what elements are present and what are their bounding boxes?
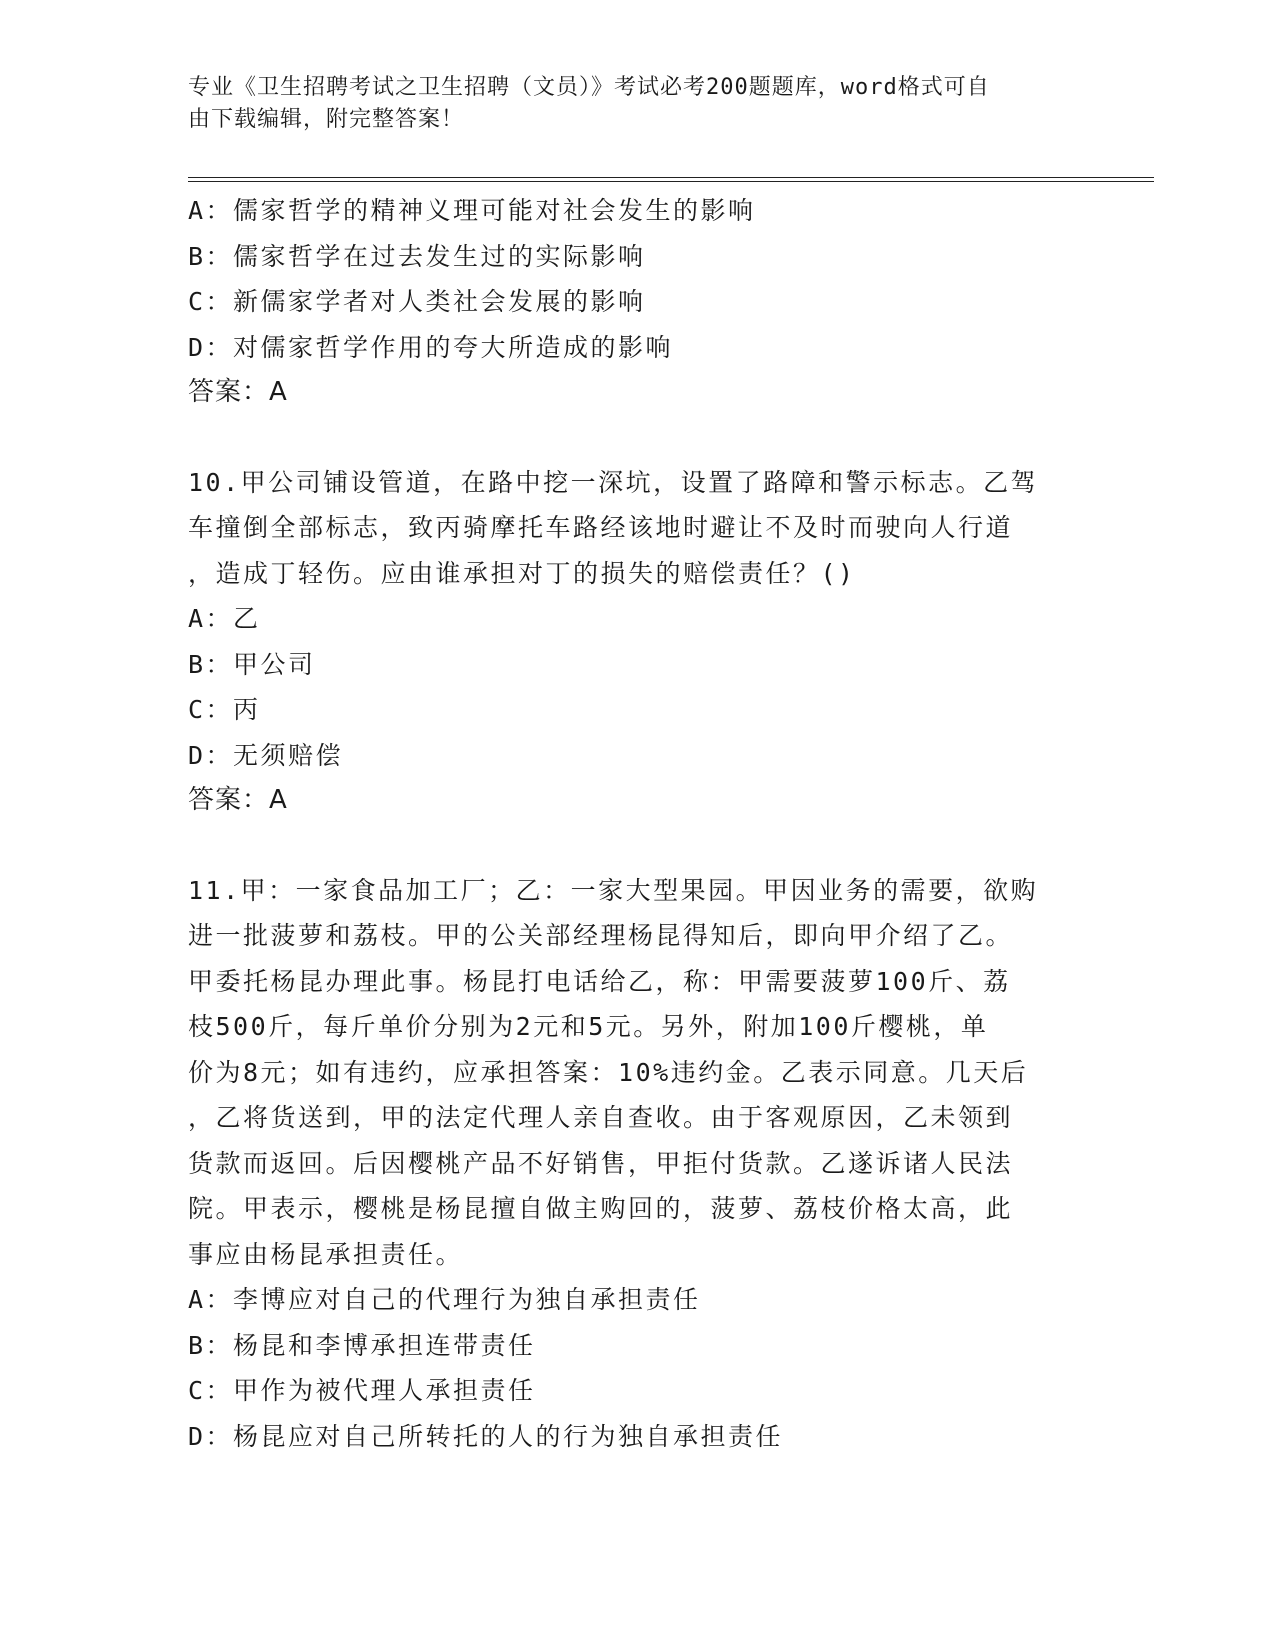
question-10-block <box>188 460 1068 824</box>
question-11-block <box>188 868 1068 1460</box>
question-11-text <box>188 868 1068 1278</box>
question-line: ，乙将货送到，甲的法定代理人亲自查收。由于客观原因，乙未领到 <box>188 1103 1014 1132</box>
option-b: B：杨昆和李博承担连带责任 <box>188 1330 536 1360</box>
header-line-2: 由下载编辑，附完整答案！ <box>188 107 465 132</box>
question-line: 货款而返回。后因樱桃产品不好销售，甲拒付货款。乙遂诉诸人民法 <box>188 1148 1014 1178</box>
option-c: C：新儒家学者对人类社会发展的影响 <box>188 287 646 316</box>
option-c: C：丙 <box>188 695 261 724</box>
option-a: A：乙 <box>188 604 261 633</box>
question-line: 甲委托杨昆办理此事。杨昆打电话给乙，称：甲需要菠萝100斤、荔 <box>188 966 1011 996</box>
question-line: 院。甲表示，樱桃是杨昆擅自做主购回的，菠萝、荔枝价格太高，此 <box>188 1194 1014 1223</box>
question-line: 事应由杨昆承担责任。 <box>188 1239 464 1269</box>
question-9-block <box>188 188 1068 416</box>
spacer <box>188 824 1068 868</box>
question-line: 价为8元；如有违约，应承担答案：10%违约金。乙表示同意。几天后 <box>188 1057 1029 1087</box>
answer-line: 答案：A <box>188 785 288 815</box>
header-line-1: 专业《卫生招聘考试之卫生招聘（文员）》考试必考200题题库，word格式可自 <box>188 75 990 100</box>
option-d: D：杨昆应对自己所转托的人的行为独自承担责任 <box>188 1421 784 1451</box>
header-divider-bottom <box>188 181 1154 182</box>
option-b: B：甲公司 <box>188 649 316 679</box>
answer-line: 答案：A <box>188 377 288 407</box>
question-line: 进一批菠萝和荔枝。甲的公关部经理杨昆得知后，即向甲介绍了乙。 <box>188 921 1014 950</box>
header-divider-top <box>188 177 1154 178</box>
question-line: ，造成丁轻伤。应由谁承担对丁的损失的赔偿责任？() <box>188 558 856 588</box>
option-d: D：对儒家哲学作用的夸大所造成的影响 <box>188 332 674 362</box>
question-line: 枝500斤，每斤单价分别为2元和5元。另外，附加100斤樱桃，单 <box>188 1012 989 1041</box>
question-line: 11.甲：一家食品加工厂；乙：一家大型果园。甲因业务的需要，欲购 <box>188 875 1039 905</box>
option-a: A：李博应对自己的代理行为独自承担责任 <box>188 1285 701 1314</box>
option-a: A：儒家哲学的精神义理可能对社会发生的影响 <box>188 196 756 225</box>
option-c: C：甲作为被代理人承担责任 <box>188 1376 536 1405</box>
option-b: B：儒家哲学在过去发生过的实际影响 <box>188 241 646 271</box>
option-d: D：无须赔偿 <box>188 740 344 770</box>
spacer <box>188 416 1068 460</box>
question-line: 车撞倒全部标志，致丙骑摩托车路经该地时避让不及时而驶向人行道 <box>188 513 1014 542</box>
page-header <box>188 72 1068 136</box>
question-line: 10.甲公司铺设管道，在路中挖一深坑，设置了路障和警示标志。乙驾 <box>188 467 1039 497</box>
question-content <box>188 188 1068 1459</box>
question-10-text <box>188 460 1068 597</box>
